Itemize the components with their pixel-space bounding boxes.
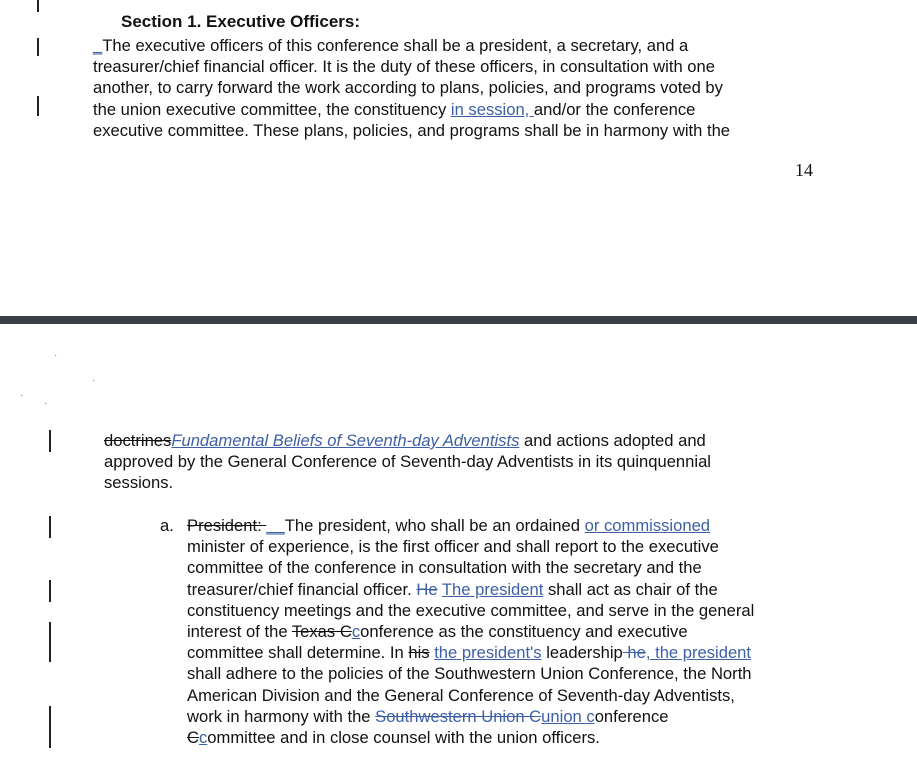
inserted-text: the president's [434,643,542,663]
page-number: 14 [795,160,813,180]
deleted-text: doctrines [104,431,172,450]
deleted-text: He [416,579,438,599]
scan-speck: · [20,390,24,401]
scan-speck: · [44,398,48,409]
deleted-text: C [187,728,199,748]
inserted-text: , the president [645,643,752,663]
section-heading: Section 1. Executive Officers: [121,12,361,31]
beliefs-paragraph: doctrinesFundamental Beliefs of Seventh-day Adventists and actions adopted and approved by the General Conference of Seventh-day Adventists in its quinquennial sessions. [104,431,711,493]
page-divider [0,316,917,324]
inserted-text: in session, [450,99,534,119]
inserted-text: The president [441,579,544,599]
inserted-text: union c [541,706,595,726]
change-bar [49,516,51,538]
inserted-text: c [198,728,208,748]
inserted-text: Fundamental Beliefs of Seventh-day Adventists [171,431,520,450]
deleted-text: Southwestern Union C [375,706,542,726]
scan-speck: · [54,350,58,361]
deleted-text: he [622,643,646,663]
change-bar [49,580,51,602]
section-paragraph: _The executive officers of this conference shall be a president, a secretary, and a treasurer/chief financial officer. It is the duty of these officers, in consultation with one another, to carry forward the work according to plans, policies, and programs voted by the union executive committee, the constituency in session, and/or the conference executive committee. These plans, policies, and programs shall be in harmony with the [93,36,731,140]
deleted-text: President: [187,516,267,535]
list-item-president: a. President: __The president, who shall be an ordained or commissioned minister of experience, is the first officer and shall report to the executive committee of the conference in consultation with the secretary and the treasurer/chief financial officer. He The president shall act as chair of the constituency meetings and the executive committee, and serve in the general interest of the Texas Cconference as the constituency and executive committee shall determine. In his the president's leadership he, the president shall adhere to the policies of the Southwestern Union Conference, the North American Division and the General Conference of Seventh-day Adventists, work in harmony with the Southwestern Union Cunion conference Ccommittee and in close counsel with the union officers. [160,516,755,748]
top-page [0,0,917,316]
list-marker: a. [160,516,174,535]
scan-speck: · [92,375,96,386]
inserted-text: or commissioned [584,516,711,535]
change-bar [49,706,51,748]
change-bar [49,430,51,452]
deleted-text: his [408,643,430,663]
inserted-text: c [351,622,361,642]
change-bar [49,622,51,662]
deleted-text: Texas C [291,622,352,642]
